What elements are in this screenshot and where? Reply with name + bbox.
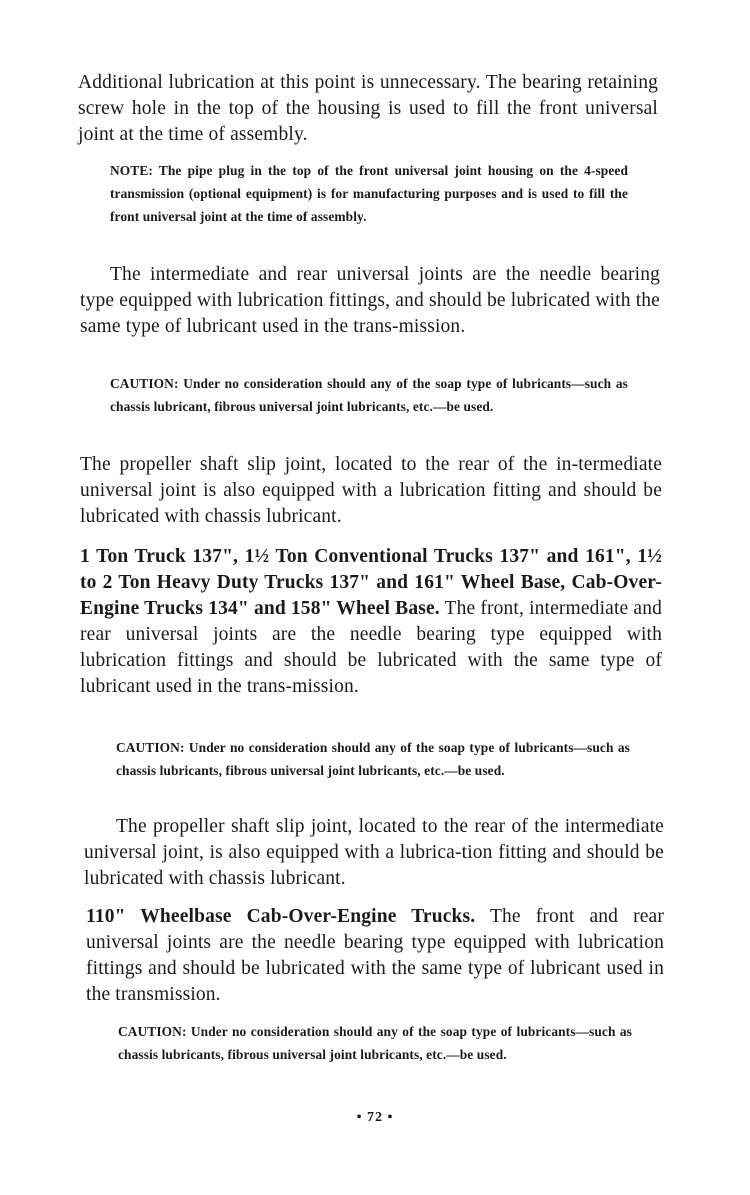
paragraph-intermediate-rear-joints: The intermediate and rear universal joints are the needle bearing type equipped with lubrication fittings, and should be lubricated with the same type of lubricant used in the trans-mission. (80, 264, 660, 337)
section-heading-110-wheelbase: 110" Wheelbase Cab-Over-Engine Trucks. (86, 906, 476, 927)
page-number: • 72 • (356, 1110, 394, 1125)
caution-soap-lubricants-2: CAUTION: Under no consideration should any of the soap type of lubricants—such as chassis lubricants, fibrous universal joint lubricants, etc.—be used. (116, 740, 630, 778)
paragraph-slip-joint-1: The propeller shaft slip joint, located to the rear of the in-termediate universal joint is also equipped with a lubrication fitting and should be lubricated with chassis lubricant. (80, 454, 662, 527)
section-heading-1-ton-trucks: 1 Ton Truck 137", 1½ Ton Conventional Trucks 137" and 161", 1½ to 2 Ton Heavy Duty Trucks 137" and 161" Wheel Base, Cab-Over-Engine Trucks 134" and 158" Wheel Base. (80, 546, 662, 619)
section-body-110-wheelbase: The front and rear universal joints are the needle bearing type equipped with lubrication fittings and should be lubricated with the same type of lubricant used in the transmission. (86, 906, 664, 1005)
paragraph-slip-joint-2: The propeller shaft slip joint, located to the rear of the intermediate universal joint, is also equipped with a lubrica-tion fitting and should be lubricated with chassis lubricant. (84, 816, 664, 889)
section-body-1-ton-trucks: The front, intermediate and rear universal joints are the needle bearing type equipped with lubrication fittings and should be lubricated with the same type of lubricant used in the trans-mission. (80, 598, 662, 697)
paragraph-lubrication-unnecessary: Additional lubrication at this point is unnecessary. The bearing retaining screw hole in the top of the housing is used to fill the front universal joint at the time of assembly. (78, 72, 658, 145)
caution-soap-lubricants-1: CAUTION: Under no consideration should any of the soap type of lubricants—such as chassis lubricant, fibrous universal joint lubricants, etc.—be used. (110, 376, 628, 414)
section-1-ton-trucks (80, 544, 662, 700)
section-110-wheelbase (86, 904, 664, 1008)
caution-soap-lubricants-3: CAUTION: Under no consideration should any of the soap type of lubricants—such as chassis lubricants, fibrous universal joint lubricants, etc.—be used. (118, 1024, 632, 1062)
note-pipe-plug: NOTE: The pipe plug in the top of the front universal joint housing on the 4-speed transmission (optional equipment) is for manufacturing purposes and is used to fill the front universal joint at the time of assembly. (110, 163, 628, 224)
